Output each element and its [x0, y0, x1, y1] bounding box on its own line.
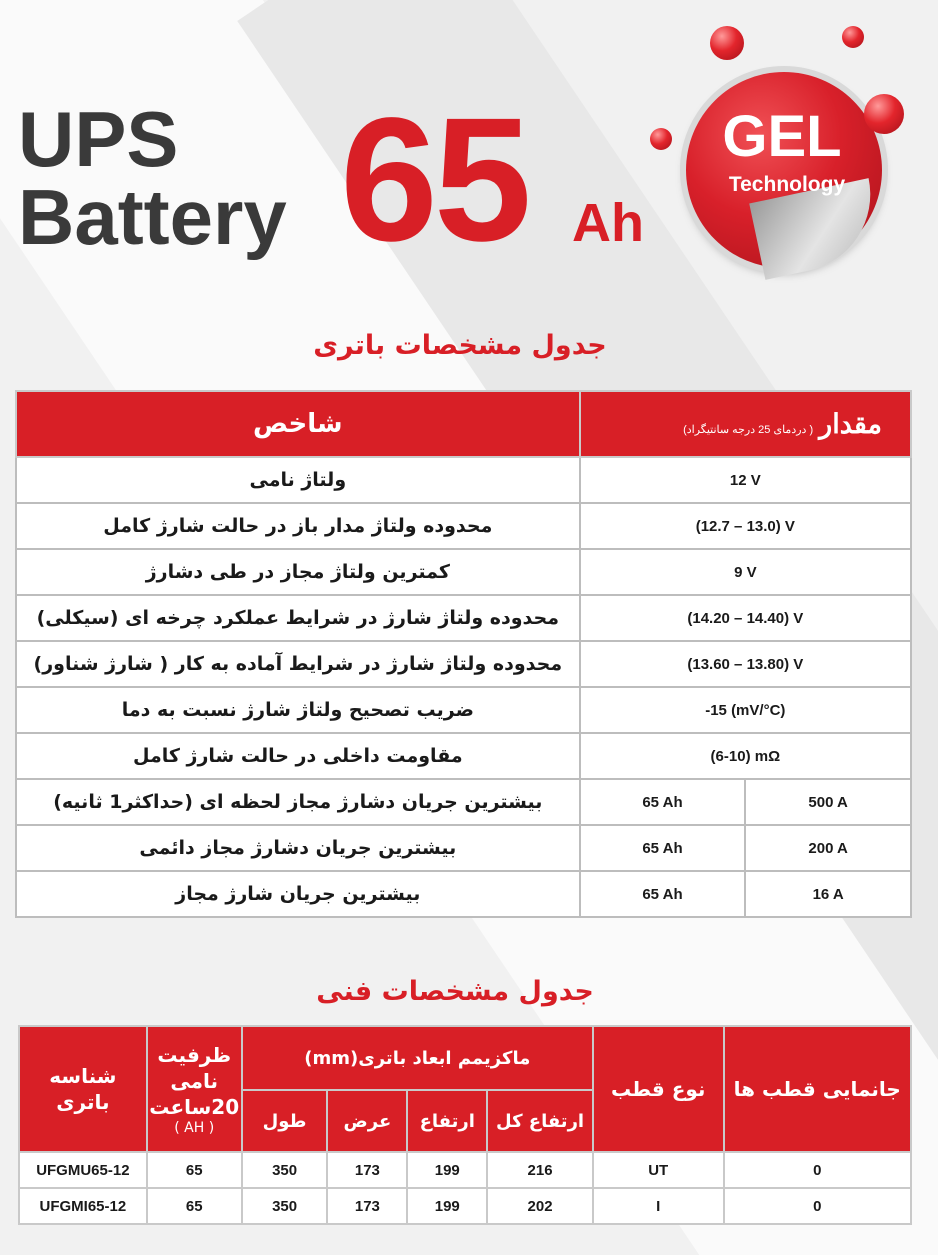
cell-terminal-type: I [593, 1188, 724, 1224]
table-row [16, 595, 911, 641]
cell-battery-id: UFGMU65-12 [19, 1152, 147, 1188]
battery-spec-table [15, 390, 912, 918]
header-value [580, 391, 911, 457]
bubble-decoration [842, 26, 864, 48]
spec-name: بیشترین جریان دشارژ مجاز لحظه ای (حداکثر1 ثانیه) [16, 779, 580, 825]
table-row [16, 503, 911, 549]
bubble-decoration [710, 26, 744, 60]
spec-value: (13.60 – 13.80) V [580, 641, 911, 687]
tech-table-title: جدول مشخصات فنی [316, 976, 594, 1007]
spec-current: 500 A [745, 779, 911, 825]
spec-current: 200 A [745, 825, 911, 871]
table-row [16, 641, 911, 687]
header-value-label: مقدار [819, 408, 882, 439]
spec-capacity: 65 Ah [580, 779, 746, 825]
cell-height: 199 [407, 1188, 487, 1224]
spec-value: -15 (mV/°C) [580, 687, 911, 733]
spec-table-title: جدول مشخصات باتری [313, 330, 607, 361]
bubble-decoration [650, 128, 672, 150]
spec-capacity: 65 Ah [580, 825, 746, 871]
cell-terminal-position: 0 [724, 1152, 911, 1188]
technical-spec-table [18, 1025, 912, 1225]
capacity-unit: Ah [572, 193, 644, 253]
spec-value: (12.7 – 13.0) V [580, 503, 911, 549]
header-total-height: ارتفاع کل [487, 1090, 593, 1152]
spec-name: ولتاژ نامی [16, 457, 580, 503]
header-capacity-label: ظرفیت نامی 20ساعت [149, 1043, 240, 1119]
badge-sub-text: Technology [728, 173, 846, 196]
cell-length: 350 [242, 1152, 328, 1188]
spec-value: (14.20 – 14.40) V [580, 595, 911, 641]
header-capacity [147, 1026, 242, 1152]
header-terminal-position: جانمایی قطب ها [724, 1026, 911, 1152]
spec-value: 9 V [580, 549, 911, 595]
cell-terminal-position: 0 [724, 1188, 911, 1224]
spec-value: 12 V [580, 457, 911, 503]
cell-length: 350 [242, 1188, 328, 1224]
bubble-decoration [864, 94, 904, 134]
header-width: عرض [327, 1090, 407, 1152]
cell-capacity: 65 [147, 1188, 242, 1224]
table-row [19, 1188, 911, 1224]
table-row [16, 871, 911, 917]
header-height: ارتفاع [407, 1090, 487, 1152]
spec-name: مقاومت داخلی در حالت شارژ کامل [16, 733, 580, 779]
spec-name: کمترین ولتاژ مجاز در طی دشارژ [16, 549, 580, 595]
spec-name: بیشترین جریان شارژ مجاز [16, 871, 580, 917]
table-header-row [19, 1026, 911, 1090]
capacity-number: 65 [340, 82, 528, 278]
title-line-ups: UPS [18, 95, 179, 183]
cell-width: 173 [327, 1188, 407, 1224]
table-header-row [16, 391, 911, 457]
header-length: طول [242, 1090, 328, 1152]
table-row [16, 733, 911, 779]
spec-current: 16 A [745, 871, 911, 917]
product-title [18, 95, 287, 261]
cell-total-height: 202 [487, 1188, 593, 1224]
spec-name: محدوده ولتاژ شارژ در شرایط آماده به کار ( شارژ شناور) [16, 641, 580, 687]
spec-name: بیشترین جریان دشارژ مجاز دائمی [16, 825, 580, 871]
spec-capacity: 65 Ah [580, 871, 746, 917]
table-row [19, 1152, 911, 1188]
badge-main-text: GEL [722, 104, 842, 169]
spec-name: محدوده ولتاژ مدار باز در حالت شارژ کامل [16, 503, 580, 549]
cell-total-height: 216 [487, 1152, 593, 1188]
header-dimensions: ماکزیمم ابعاد باتری(mm) [242, 1026, 593, 1090]
table-row [16, 825, 911, 871]
table-row [16, 779, 911, 825]
cell-battery-id: UFGMI65-12 [19, 1188, 147, 1224]
title-line-battery: Battery [18, 173, 287, 261]
cell-terminal-type: UT [593, 1152, 724, 1188]
header-indicator: شاخص [16, 391, 580, 457]
cell-width: 173 [327, 1152, 407, 1188]
header-capacity-unit: ( AH ) [174, 1120, 215, 1136]
table-row [16, 457, 911, 503]
spec-name: ضریب تصحیح ولتاژ شارژ نسبت به دما [16, 687, 580, 733]
cell-height: 199 [407, 1152, 487, 1188]
table-row [16, 549, 911, 595]
header-value-note: ( دردمای 25 درجه سانتیگراد) [683, 423, 814, 436]
spec-value: (6-10) mΩ [580, 733, 911, 779]
spec-name: محدوده ولتاژ شارژ در شرایط عملکرد چرخه ای (سیکلی) [16, 595, 580, 641]
header-battery-id: شناسه باتری [19, 1026, 147, 1152]
cell-capacity: 65 [147, 1152, 242, 1188]
header-terminal-type: نوع قطب [593, 1026, 724, 1152]
table-row [16, 687, 911, 733]
